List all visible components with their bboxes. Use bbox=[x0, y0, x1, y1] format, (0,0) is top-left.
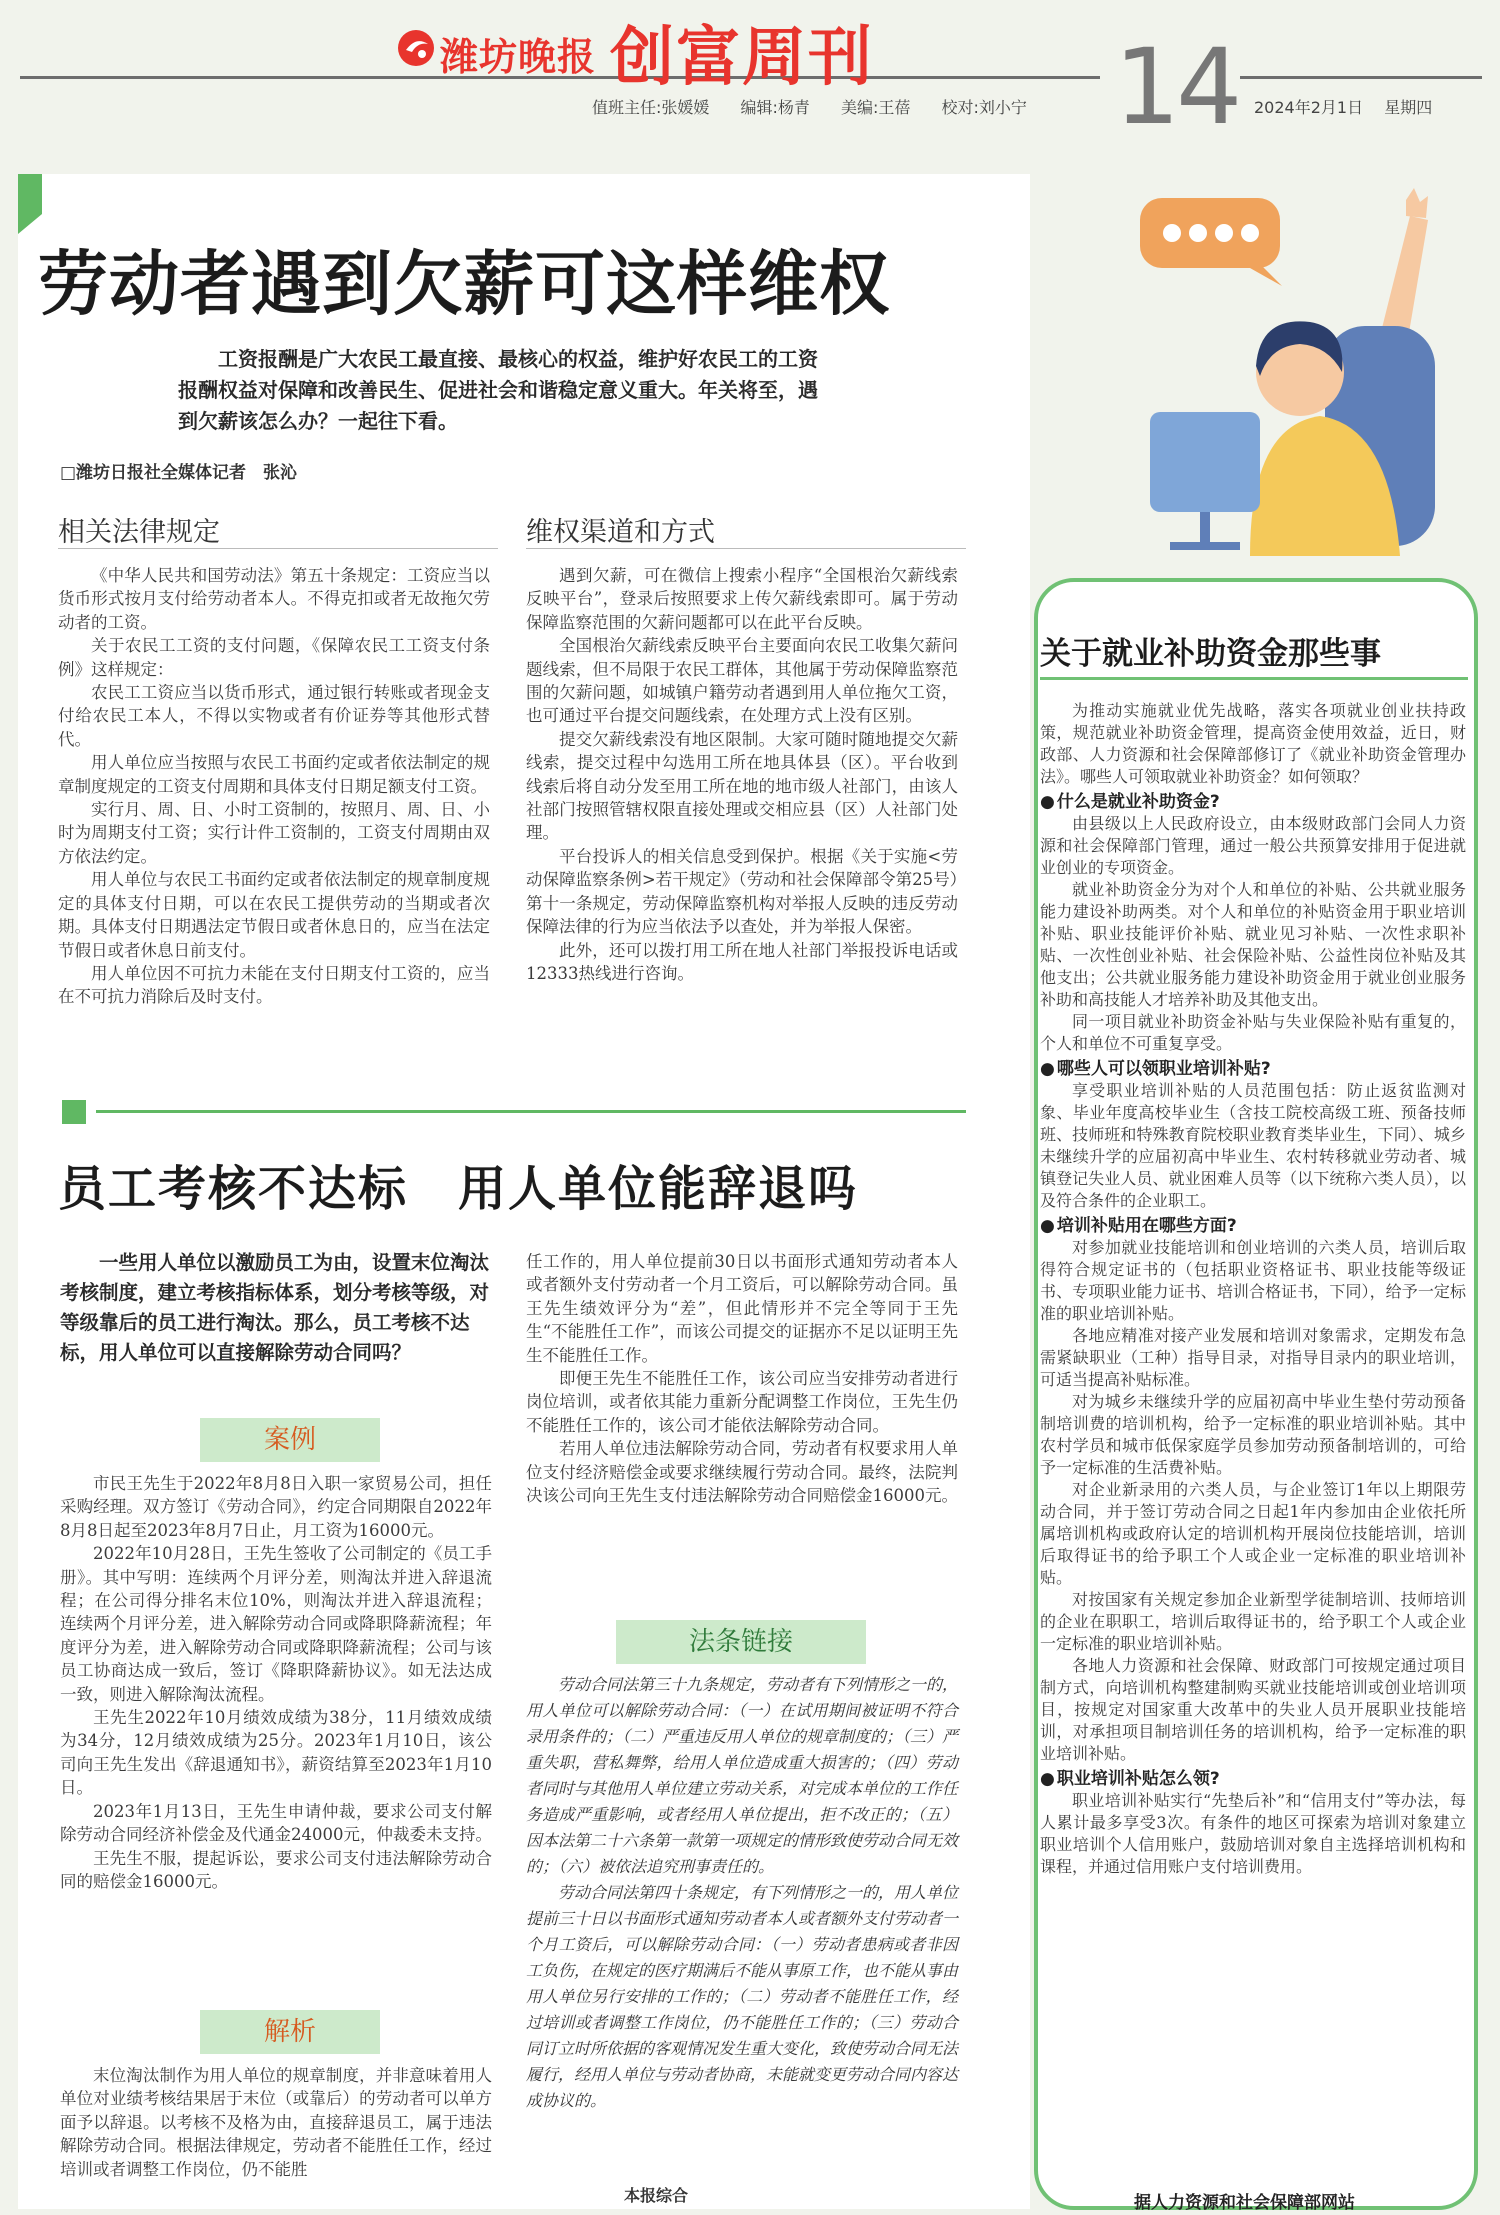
green-ribbon-decoration bbox=[18, 174, 1030, 234]
section-name: 创富周刊 bbox=[610, 20, 874, 95]
article1-byline: □潍坊日报社全媒体记者 张沁 bbox=[60, 463, 298, 483]
sidebar-title: 关于就业补助资金那些事 bbox=[1040, 636, 1381, 672]
paragraph: 对参加就业技能培训和创业培训的六类人员，培训后取得符合规定证书的（包括职业资格证书、职业技能等级证书、专项职业能力证书、培训合格证书，下同），给予一定标准的职业培训补贴。 bbox=[1040, 1238, 1466, 1323]
paper-name: 潍坊晚报 bbox=[440, 35, 597, 79]
paragraph: 享受职业培训补贴的人员范围包括：防止返贫监测对象、毕业年度高校毕业生（含技工院校高级工班、预备技师班、技师班和特殊教育院校职业教育类毕业生，下同）、城乡未继续升学的应届初高中毕业生、农村转移就业劳动者、城镇登记失业人员、就业困难人员等（以下统称六类人员），以及符合条件的企业职工。 bbox=[1040, 1081, 1466, 1210]
paragraph: 对企业新录用的六类人员，与企业签订1年以上期限劳动合同，并于签订劳动合同之日起1年内参加由企业依托所属培训机构或政府认定的培训机构开展岗位技能培训，培训后取得证书的给予职工个人或企业一定标准的职业培训补贴。 bbox=[1040, 1480, 1466, 1587]
paragraph: 王先生不服，提起诉讼，要求公司支付违法解除劳动合同的赔偿金16000元。 bbox=[60, 1848, 492, 1891]
sidebar-question: ● 培训补贴用在哪些方面? bbox=[1040, 1215, 1466, 1237]
channel-section-heading: 维权渠道和方式 bbox=[526, 517, 715, 548]
paragraph: 即便王先生不能胜任工作，该公司应当安排劳动者进行岗位培训，或者依其能力重新分配调整工作岗位，王先生仍不能胜任工作的，该公司才能依法解除劳动合同。 bbox=[526, 1369, 958, 1435]
article2-credit: 本报综合 bbox=[624, 2186, 689, 2205]
paragraph: 此外，还可以拨打用工所在地人社部门举报投诉电话或12333热线进行咨询。 bbox=[526, 940, 958, 983]
page-number: 14 bbox=[1114, 26, 1239, 148]
paragraph: 职业培训补贴实行“先垫后补”和“信用支付”等办法，每人累计最多享受3次。有条件的地区可探索为培训对象建立职业培训个人信用账户，鼓励培训对象自主选择培训机构和课程，并通过信用账户支付培训费用。 bbox=[1040, 1791, 1466, 1876]
paragraph: 提交欠薪线索没有地区限制。大家可随时随地提交欠薪线索，提交过程中勾选用工所在地具体县（区）。平台收到线索后将自动分发至用工所在地的地市级人社部门，由该人社部门按照管辖权限直接处理或交相应县（区）人社部门处理。 bbox=[526, 729, 958, 843]
paragraph: 农民工工资应当以货币形式，通过银行转账或者现金支付给农民工本人，不得以实物或者有价证券等其他形式替代。 bbox=[58, 683, 490, 749]
paragraph: 由县级以上人民政府设立，由本级财政部门会同人力资源和社会保障部门管理，通过一般公共预算安排用于促进就业创业的专项资金。 bbox=[1040, 814, 1466, 877]
issue-date: 2024年2月1日 bbox=[1254, 98, 1364, 117]
paragraph: 末位淘汰制作为用人单位的规章制度，并非意味着用人单位对业绩考核结果居于末位（或靠后）的劳动者可以单方面予以辞退。以考核不及格为由，直接辞退员工，属于违法解除劳动合同。根据法律规定，劳动者不能胜任工作，经过培训或者调整工作岗位，仍不能胜 bbox=[60, 2066, 492, 2179]
paragraph: 平台投诉人的相关信息受到保护。根据《关于实施<劳动保障监察条例>若干规定》（劳动和社会保障部令第25号）第十一条规定，劳动保障监察机构对举报人反映的违反劳动保障法律的行为应当依法予以查处，并为举报人保密。 bbox=[526, 846, 958, 937]
paragraph: 2022年10月28日，王先生签收了公司制定的《员工手册》。其中写明：连续两个月评分差，则淘汰并进入辞退流程；在公司得分排名末位10%，则淘汰并进入辞退流程；连续两个月评分差，进入解除劳动合同或降职降薪流程；年度评分为差，进入解除劳动合同或降职降薪流程；公司与该员工协商达成一致后，签订《降职降薪协议》。如无法达成一致，则进入解除淘汰流程。 bbox=[60, 1544, 492, 1704]
paragraph: 遇到欠薪，可在微信上搜索小程序“全国根治欠薪线索反映平台”，登录后按照要求上传欠薪线索即可。属于劳动保障监察范围的欠薪问题都可以在此平台反映。 bbox=[526, 566, 958, 632]
editor-credit: 编辑:杨青 bbox=[740, 98, 810, 117]
editor-credit: 校对:刘小宁 bbox=[941, 98, 1027, 117]
paragraph: 各地人力资源和社会保障、财政部门可按规定通过项目制方式，向培训机构整建制购买就业技能培训或创业培训项目，按规定对国家重大改革中的失业人员开展职业技能培训，对承担项目制培训任务的培训机构，给予一定标准的职业培训补贴。 bbox=[1040, 1656, 1466, 1763]
editor-line bbox=[592, 95, 1053, 118]
case-body bbox=[60, 1472, 492, 1893]
issue-weekday: 星期四 bbox=[1384, 98, 1433, 117]
analysis-label: 解析 bbox=[200, 2010, 380, 2054]
sidebar-question: ● 职业培训补贴怎么领? bbox=[1040, 1768, 1466, 1790]
article1-title: 劳动者遇到欠薪可这样维权 bbox=[38, 243, 890, 325]
editor-credit: 值班主任:张媛媛 bbox=[592, 98, 710, 117]
paragraph: 各地应精准对接产业发展和培训对象需求，定期发布急需紧缺职业（工种）指导目录，对指导目录内的职业培训，可适当提高补贴标准。 bbox=[1040, 1326, 1466, 1389]
paragraph: 若用人单位违法解除劳动合同，劳动者有权要求用人单位支付经济赔偿金或要求继续履行劳动合同。最终，法院判决该公司向王先生支付违法解除劳动合同赔偿金16000元。 bbox=[526, 1439, 958, 1506]
sidebar-credit: 据人力资源和社会保障部网站 bbox=[1134, 2193, 1355, 2213]
article2-title: 员工考核不达标 用人单位能辞退吗 bbox=[58, 1161, 859, 1217]
dateline bbox=[1254, 95, 1448, 118]
paper-logo-icon bbox=[398, 30, 434, 66]
case-label: 案例 bbox=[200, 1418, 380, 1462]
paragraph: 同一项目就业补助资金补贴与失业保险补贴有重复的，个人和单位不可重复享受。 bbox=[1040, 1012, 1466, 1053]
article1-lead: 工资报酬是广大农民工最直接、最核心的权益，维护好农民工的工资报酬权益对保障和改善民生、促进社会和谐稳定意义重大。年关将至，遇到欠薪该怎么办？一起往下看。 bbox=[178, 347, 818, 433]
sidebar-question: ● 哪些人可以领职业培训补贴? bbox=[1040, 1058, 1466, 1080]
paragraph: 《中华人民共和国劳动法》第五十条规定：工资应当以货币形式按月支付给劳动者本人。不得克扣或者无故拖欠劳动者的工资。 bbox=[58, 566, 490, 632]
article-divider-line bbox=[96, 1110, 966, 1113]
woman-at-computer-illustration bbox=[1110, 176, 1460, 576]
paragraph: 全国根治欠薪线索反映平台主要面向农民工收集欠薪问题线索，但不局限于农民工群体，其他属于劳动保障监察范围的欠薪问题，如城镇户籍劳动者遇到用人单位拖欠工资，也可通过平台提交问题线索，在处理方式上没有区别。 bbox=[526, 636, 958, 726]
paragraph: 关于农民工工资的支付问题，《保障农民工工资支付条例》这样规定： bbox=[58, 636, 490, 679]
paragraph: 对为城乡未继续升学的应届初高中毕业生垫付劳动预备制培训费的培训机构，给予一定标准的职业培训补贴。其中农村学员和城市低保家庭学员参加劳动预备制培训的，可给予一定标准的生活费补贴。 bbox=[1040, 1392, 1466, 1477]
paragraph: 用人单位因不可抗力未能在支付日期支付工资的，应当在不可抗力消除后及时支付。 bbox=[58, 963, 490, 1007]
masthead-rule-right bbox=[1240, 76, 1482, 79]
paragraph: 市民王先生于2022年8月8日入职一家贸易公司，担任采购经理。双方签订《劳动合同》，约定合同期限自2022年8月8日起至2023年8月7日止，月工资为16000元。 bbox=[60, 1474, 492, 1540]
sidebar-title-rule bbox=[1040, 677, 1468, 680]
article2-middle-body bbox=[526, 1250, 958, 1507]
channel-section-body bbox=[526, 564, 958, 985]
analysis-body bbox=[60, 2064, 492, 2181]
law-section-body bbox=[58, 564, 490, 1009]
paragraph: 实行月、周、日、小时工资制的，按照月、周、日、小时为周期支付工资；实行计件工资制的，工资支付周期由双方依法约定。 bbox=[58, 800, 490, 866]
sidebar-body bbox=[1040, 700, 1466, 1878]
paragraph: 就业补助资金分为对个人和单位的补贴、公共就业服务能力建设补助两类。对个人和单位的补贴资金用于职业培训补贴、职业技能评价补贴、就业见习补贴、一次性求职补贴、一次性创业补贴、社会保险补贴、公益性岗位补贴及其他支出；公共就业服务能力建设补助资金用于就业创业服务补助和高技能人才培养补助及其他支出。 bbox=[1040, 880, 1466, 1009]
paragraph: 2023年1月13日，王先生申请仲裁，要求公司支付解除劳动合同经济补偿金及代通金24000元，仲裁委未支持。 bbox=[60, 1801, 492, 1845]
sidebar-intro: 为推动实施就业优先战略，落实各项就业创业扶持政策，规范就业补助资金管理，提高资金使用效益，近日，财政部、人力资源和社会保障部修订了《就业补助资金管理办法》。哪些人可领取就业补助资金？如何领取？ bbox=[1040, 701, 1466, 786]
paragraph: 任工作的，用人单位提前30日以书面形式通知劳动者本人或者额外支付劳动者一个月工资后，可以解除劳动合同。虽王先生绩效评分为“差”，但此情形并不完全等同于王先生“不能胜任工作”，而该公司提交的证据亦不足以证明王先生不能胜任工作。 bbox=[526, 1252, 958, 1365]
article-divider-marker bbox=[62, 1100, 86, 1124]
paragraph: 用人单位与农民工书面约定或者依法制定的规章制度规定的具体支付日期，可以在农民工提供劳动的当期或者次期。具体支付日期遇法定节假日或者休息日的，应当在法定节假日或者休息日前支付。 bbox=[58, 870, 490, 960]
law-link-label: 法条链接 bbox=[616, 1620, 866, 1664]
sidebar-question: ● 什么是就业补助资金? bbox=[1040, 791, 1466, 813]
paragraph: 用人单位应当按照与农民工书面约定或者依法制定的规章制度规定的工资支付周期和具体支付日期足额支付工资。 bbox=[58, 753, 490, 796]
law-section-heading: 相关法律规定 bbox=[58, 517, 220, 548]
editor-credit: 美编:王蓓 bbox=[841, 98, 911, 117]
paragraph: 劳动合同法第四十条规定，有下列情形之一的，用人单位提前三十日以书面形式通知劳动者本人或者额外支付劳动者一个月工资后，可以解除劳动合同：（一）劳动者患病或者非因工负伤，在规定的医疗期满后不能从事原工作，也不能从事由用人单位另行安排的工作的；（二）劳动者不能胜任工作，经过培训或者调整工作岗位，仍不能胜任工作的；（三）劳动合同订立时所依据的客观情况发生重大变化，致使劳动合同无法履行，经用人单位与劳动者协商，未能就变更劳动合同内容达成协议的。 bbox=[526, 1883, 959, 2110]
paragraph: 王先生2022年10月绩效成绩为38分，11月绩效成绩为34分，12月绩效成绩为25分。2023年1月10日，该公司向王先生发出《辞退通知书》，薪资结算至2023年1月10日。 bbox=[60, 1708, 492, 1798]
paragraph: 对按国家有关规定参加企业新型学徒制培训、技师培训的企业在职职工，培训后取得证书的，给予职工个人或企业一定标准的职业培训补贴。 bbox=[1040, 1590, 1466, 1653]
paragraph: 劳动合同法第三十九条规定，劳动者有下列情形之一的，用人单位可以解除劳动合同：（一）在试用期间被证明不符合录用条件的；（二）严重违反用人单位的规章制度的；（三）严重失职，营私舞弊，给用人单位造成重大损害的；（四）劳动者同时与其他用人单位建立劳动关系，对完成本单位的工作任务造成严重影响，或者经用人单位提出，拒不改正的；（五）因本法第二十六条第一款第一项规定的情形致使劳动合同无效的；（六）被依法追究刑事责任的。 bbox=[526, 1675, 959, 1876]
article2-lead: 一些用人单位以激励员工为由，设置末位淘汰考核制度，建立考核指标体系，划分考核等级，对等级靠后的员工进行淘汰。那么，员工考核不达标，用人单位可以直接解除劳动合同吗？ bbox=[60, 1251, 490, 1364]
law-link-body bbox=[526, 1672, 958, 2114]
